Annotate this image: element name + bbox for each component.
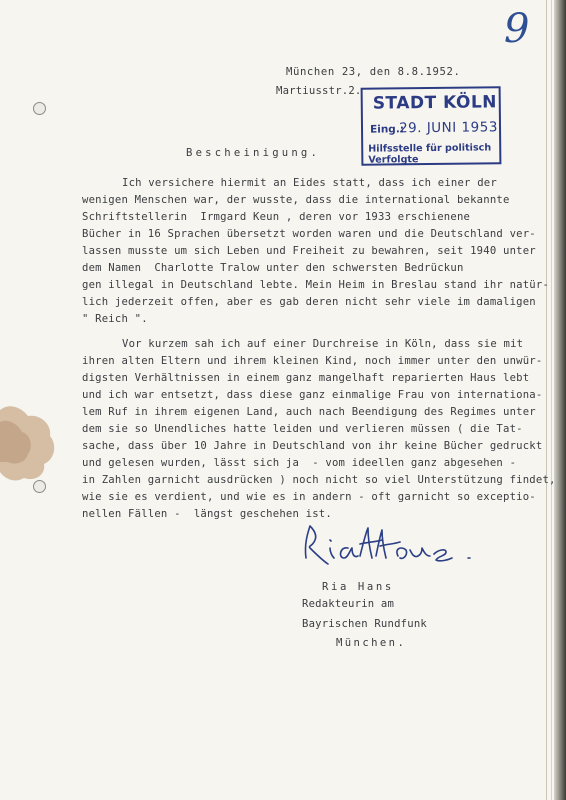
paper-stain bbox=[0, 402, 60, 484]
body-line: dem Namen Charlotte Tralow unter den schwersten Bedrückun bbox=[82, 262, 464, 274]
stamp-title: STADT KÖLN bbox=[372, 92, 498, 114]
body-line: ihren alten Eltern und ihrem kleinen Kind, noch immer unter den unwür- bbox=[82, 355, 543, 367]
closing-title-2: Bayrischen Rundfunk bbox=[302, 618, 427, 630]
svg-text:9: 9 bbox=[504, 6, 530, 52]
scan-edge bbox=[554, 0, 566, 800]
stamp-received-date: 29. JUNI 1953 bbox=[398, 119, 498, 137]
body-line: in Zahlen garnicht ausdrücken ) noch nicht so viel Unterstützung findet, bbox=[82, 474, 556, 486]
received-stamp bbox=[361, 86, 502, 165]
body-line: lem Ruf in ihrem eigenen Land, auch nach Beendigung des Regimes unter bbox=[82, 406, 536, 418]
body-line: gen illegal in Deutschland lebte. Mein Heim in Breslau stand ihr natür- bbox=[82, 279, 550, 291]
body-line: dem sie so Unendliches hatte leiden und verlieren müssen ( die Tat- bbox=[82, 423, 523, 435]
page-edge-lines bbox=[546, 0, 552, 800]
body-line: und gelesen wurden, lässt sich ja - vom ideellen ganz abgesehen - bbox=[82, 457, 517, 469]
punch-hole-top bbox=[33, 102, 46, 115]
body-line: wenigen Menschen war, der wusste, dass die international bekannte bbox=[82, 194, 510, 206]
stamp-received-label: Eing.: bbox=[369, 123, 405, 136]
body-line: sache, dass über 10 Jahre in Deutschland von ihr keine Bücher gedruckt bbox=[82, 440, 543, 452]
body-line: Vor kurzem sah ich auf einer Durchreise in Köln, dass sie mit bbox=[122, 338, 524, 350]
body-line: " Reich ". bbox=[82, 313, 148, 325]
body-line: lassen musste um sich Leben und Freiheit zu bewahren, seit 1940 unter bbox=[82, 245, 536, 257]
body-line: Ich versichere hiermit an Eides statt, dass ich einer der bbox=[122, 177, 497, 189]
handwritten-page-number bbox=[498, 2, 542, 52]
body-line: nellen Fällen - längst geschehen ist. bbox=[82, 508, 332, 520]
body-line: und ich war entsetzt, dass diese ganz einmalige Frau von internationa- bbox=[82, 389, 543, 401]
body-line: lich jederzeit offen, aber es gab deren nicht sehr viele im damaligen bbox=[82, 296, 536, 308]
closing-name: Ria Hans bbox=[322, 581, 394, 593]
stamp-office: Hilfsstelle für politisch Verfolgte bbox=[368, 142, 492, 166]
body-line: wie sie es verdient, und wie es in andern - oft garnicht so exceptio- bbox=[82, 491, 536, 503]
body-line: Bücher in 16 Sprachen übersetzt worden waren und die Deutschland ver- bbox=[82, 228, 536, 240]
document-heading: Bescheinigung. bbox=[186, 147, 321, 159]
handwritten-signature bbox=[300, 520, 510, 574]
place-date: München 23, den 8.8.1952. bbox=[286, 66, 461, 78]
body-line: digsten Verhältnissen in einem ganz mangelhaft reparierten Haus lebt bbox=[82, 372, 530, 384]
sender-address: Martiusstr.2. bbox=[276, 85, 362, 97]
closing-city: München. bbox=[336, 637, 407, 649]
signature-text: Ria Hans bbox=[300, 520, 305, 521]
closing-title-1: Redakteurin am bbox=[302, 598, 395, 610]
body-line: Schriftstellerin Irmgard Keun , deren vor 1933 erschienene bbox=[82, 211, 471, 223]
